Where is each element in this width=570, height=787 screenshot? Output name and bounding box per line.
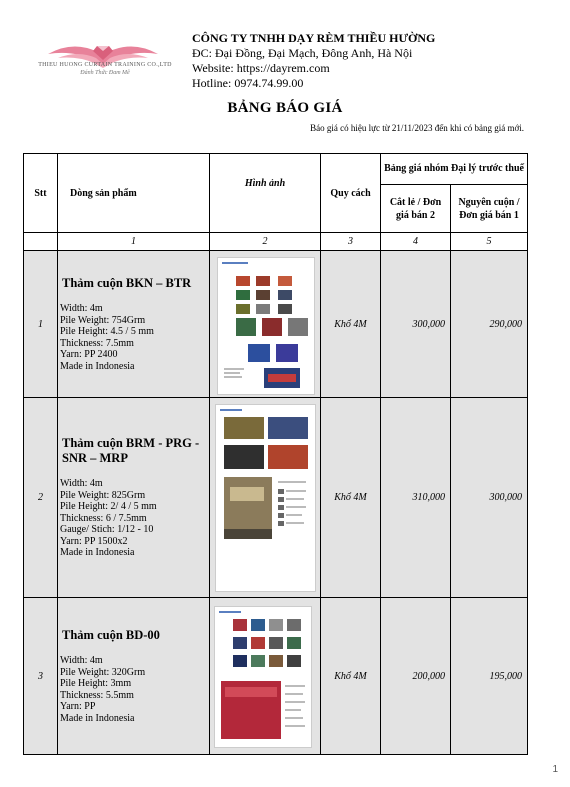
table-row	[24, 251, 528, 398]
document-title: BẢNG BÁO GIÁ	[227, 100, 343, 116]
product-detail: Pile Height: 3mm	[60, 678, 132, 689]
col-number: 1	[58, 233, 210, 251]
product-catalog-image	[214, 606, 312, 748]
product-image-cell	[210, 398, 321, 598]
product-cell	[58, 598, 210, 755]
header-product: Dòng sản phẩm	[58, 154, 210, 233]
col-number: 5	[451, 233, 528, 251]
validity-note: Báo giá có hiệu lực từ 21/11/2023 đến khi có bảng giá mới.	[310, 123, 524, 133]
row-stt: 2	[24, 398, 58, 598]
retail-price: 200,000	[381, 598, 451, 755]
table-row	[24, 398, 528, 598]
company-hotline: Hotline: 0974.74.99.00	[192, 76, 304, 90]
product-detail: Thickness: 6 / 7.5mm	[60, 512, 147, 524]
roll-price: 300,000	[451, 398, 528, 598]
retail-price: 300,000	[381, 251, 451, 398]
product-name: Thảm cuộn BKN – BTR	[62, 276, 192, 290]
spec-cell: Khổ 4M	[321, 398, 381, 598]
product-detail: Width: 4m	[60, 655, 103, 666]
product-detail: Yarn: PP 2400	[60, 349, 118, 360]
company-address: ĐC: Đại Đồng, Đại Mạch, Đông Anh, Hà Nội	[192, 46, 413, 60]
product-detail: Gauge/ Stich: 1/12 - 10	[60, 524, 154, 536]
spec-cell: Khổ 4M	[321, 598, 381, 755]
product-detail: Width: 4m	[60, 303, 103, 314]
page-number: 1	[552, 764, 558, 775]
product-detail: Thickness: 7.5mm	[60, 337, 134, 349]
logo-text: THIEU HUONG CURTAIN TRAINING CO.,LTD	[38, 62, 172, 68]
col-number: 3	[321, 233, 381, 251]
product-image-cell	[210, 598, 321, 755]
company-logo	[28, 36, 178, 84]
col-number: 2	[210, 233, 321, 251]
product-detail: Made in Indonesia	[60, 712, 135, 724]
retail-price: 310,000	[381, 398, 451, 598]
product-detail: Pile Height: 2/ 4 / 5 mm	[60, 501, 157, 513]
product-detail: Pile Height: 4.5 / 5 mm	[60, 326, 154, 337]
product-name: Thảm cuộn BD-00	[62, 628, 160, 642]
product-detail: Pile Weight: 754Grm	[60, 314, 146, 326]
header-roll-price: Nguyên cuộn / Đơn giá bán 1	[451, 185, 528, 233]
product-detail: Pile Weight: 825Grm	[60, 489, 146, 501]
product-catalog-image	[215, 404, 316, 592]
row-stt: 1	[24, 251, 58, 398]
header-group-price: Bảng giá nhóm Đại lý trước thuế	[381, 154, 528, 185]
product-detail: Yarn: PP	[60, 701, 96, 712]
product-cell	[58, 251, 210, 398]
product-detail: Made in Indonesia	[60, 360, 135, 372]
header-stt: Stt	[24, 154, 58, 233]
spec-cell: Khổ 4M	[321, 251, 381, 398]
logo-tagline: Đánh Thức Đam Mê	[80, 70, 130, 76]
col-number-0	[24, 233, 58, 251]
company-website[interactable]: Website: https://dayrem.com	[192, 61, 330, 75]
price-table	[23, 153, 528, 755]
product-image-cell	[210, 251, 321, 398]
product-detail: Thickness: 5.5mm	[60, 689, 134, 701]
row-stt: 3	[24, 598, 58, 755]
product-cell	[58, 398, 210, 598]
table-row	[24, 598, 528, 755]
product-detail: Pile Weight: 320Grm	[60, 666, 146, 678]
header-spec: Quy cách	[321, 154, 381, 233]
roll-price: 290,000	[451, 251, 528, 398]
header-image: Hình ảnh	[210, 154, 321, 233]
product-detail: Yarn: PP 1500x2	[60, 535, 128, 547]
column-number-row	[24, 233, 528, 251]
product-detail: Made in Indonesia	[60, 547, 135, 559]
product-name: Thảm cuộn BRM - PRG - SNR – MRP	[62, 436, 200, 466]
company-info	[192, 31, 435, 91]
product-catalog-image	[217, 257, 315, 395]
product-detail: Width: 4m	[60, 478, 103, 490]
company-name: CÔNG TY TNHH DẠY RÈM THIỀU HƯỜNG	[192, 31, 436, 45]
header-retail-price: Cắt lẻ / Đơn giá bán 2	[381, 185, 451, 233]
roll-price: 195,000	[451, 598, 528, 755]
col-number: 4	[381, 233, 451, 251]
